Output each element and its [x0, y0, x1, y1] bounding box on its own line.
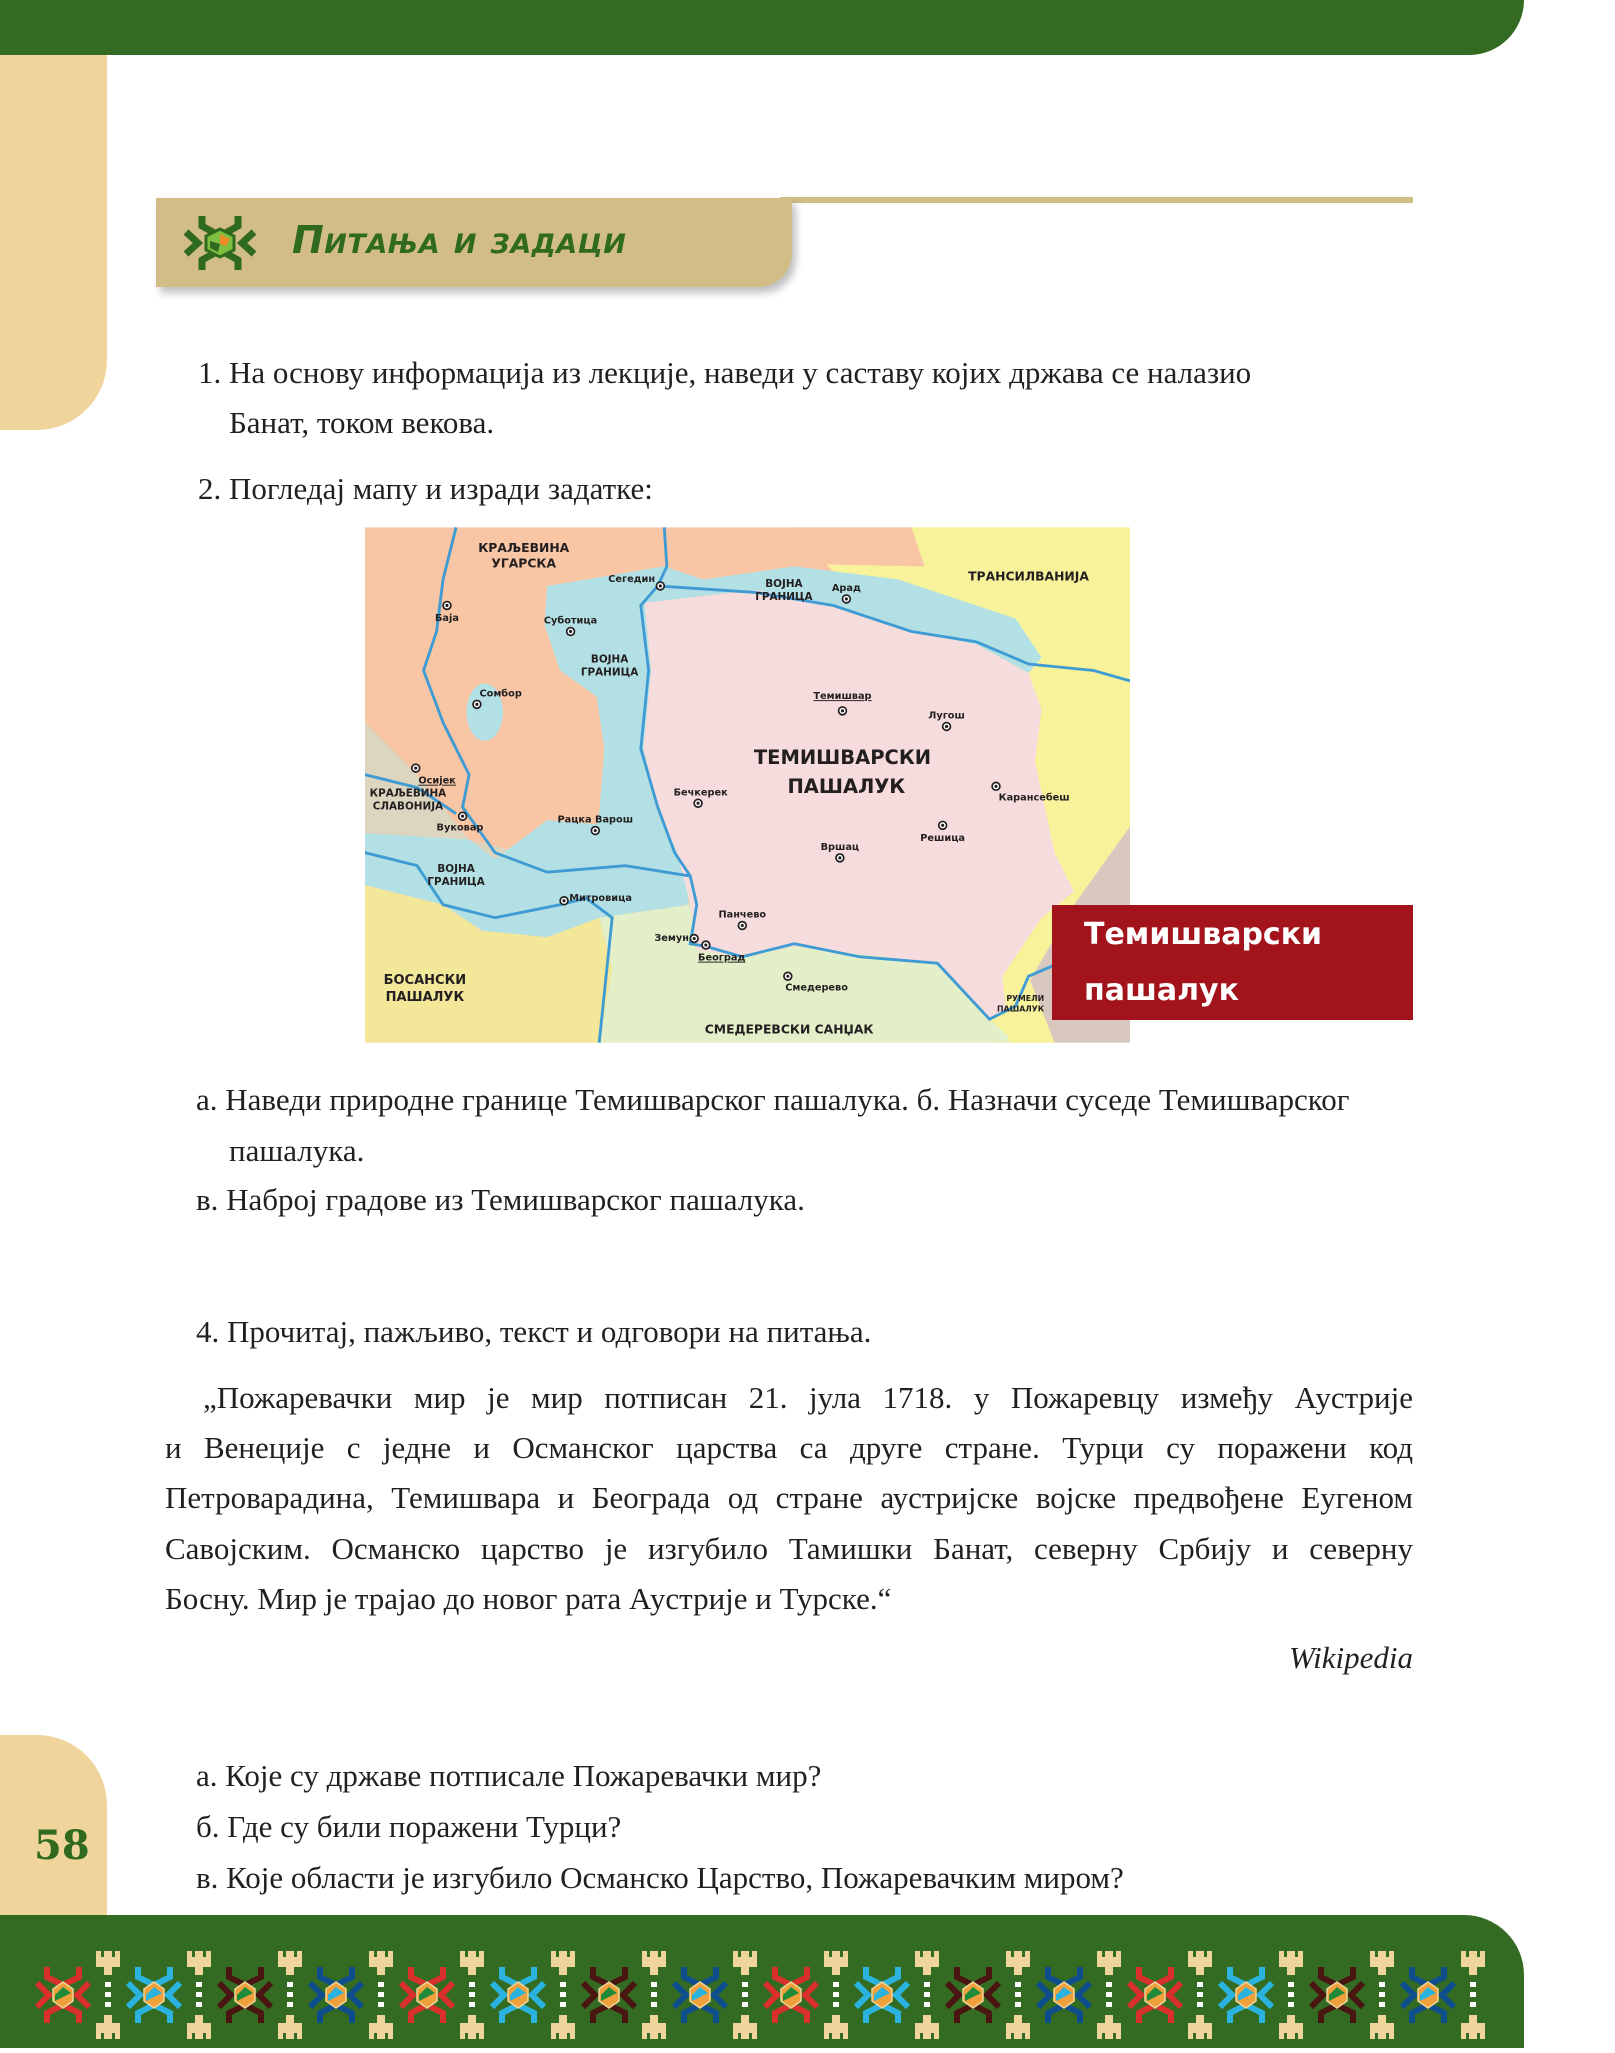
label-slavonija: КРАЉЕВИНА: [369, 787, 447, 800]
city-dot-vukovar: [461, 815, 464, 818]
city-label-temisvar: Темишвар: [813, 691, 872, 703]
motif-icon: [1311, 1967, 1363, 2023]
pillar-icon: [915, 1951, 939, 2039]
city-label-beograd: Београд: [698, 952, 746, 964]
question-1-line2: Банат, током векова.: [229, 405, 495, 440]
label-rumeli: РУМЕЛИ: [1006, 993, 1045, 1003]
city-dot-lugos: [945, 725, 948, 728]
label-bosanski-2: ПАШАЛУК: [385, 989, 465, 1005]
city-label-segedin: Сегедин: [608, 574, 656, 586]
city-dot-mitrovica: [562, 899, 565, 902]
pillar-icon: [1279, 1951, 1303, 2039]
city-dot-vrsac: [838, 856, 841, 859]
pillar-icon: [733, 1951, 757, 2039]
city-label-pancevo: Панчево: [718, 909, 767, 921]
city-label-mitrovica: Митровица: [569, 892, 632, 904]
city-dot-smederevo: [786, 975, 789, 978]
city-dot-segedin: [659, 584, 662, 587]
motif-icon: [765, 1967, 817, 2023]
pillar-icon: [460, 1951, 484, 2039]
task-a-line1: а. Наведи природне границе Темишварског пашалука. б. Назначи суседе Темишварског: [196, 1082, 1350, 1117]
motif-icon: [492, 1967, 544, 2023]
question-1-line1: 1. На основу информација из лекције, наведи у саставу којих држава се налазио: [198, 355, 1252, 390]
city-label-arad: Арад: [831, 583, 861, 595]
quote-line: Босну. Мир је трајао до новог рата Аустрије и Турске.“: [165, 1580, 892, 1616]
pillar-icon: [1370, 1951, 1394, 2039]
city-dot-arad: [845, 597, 848, 600]
label-vojna-granica-sw: ВОЈНА: [437, 863, 475, 876]
city-label-beckerek: Бечкерек: [673, 787, 728, 799]
quote-line: Петроварадина, Темишвара и Београда од стране аустријске војске предвођене Еугеном: [165, 1480, 1413, 1516]
pillar-icon: [1461, 1951, 1485, 2039]
motif-icon: [1402, 1967, 1454, 2023]
label-slavonija-2: СЛАВОНИЈА: [372, 800, 444, 813]
task-v: в. Наброј градове из Темишварског пашалука.: [196, 1182, 805, 1217]
side-tab-top: [0, 55, 107, 430]
city-dot-osijek: [414, 767, 417, 770]
label-rumeli-2: ПАШАЛУК: [997, 1004, 1045, 1014]
pillar-icon: [187, 1951, 211, 2039]
city-dot-temisvar: [841, 709, 844, 712]
motif-icon: [128, 1967, 180, 2023]
motif-icon: [37, 1967, 89, 2023]
label-pasaluk: ПАШАЛУК: [787, 774, 906, 798]
city-dot-subotica: [569, 630, 572, 633]
quote-line: и Венеције с једне и Османског царства са друге стране. Турци су поражени код: [165, 1430, 1413, 1466]
ornament-icon: [180, 206, 260, 280]
question-2-label: 2. Погледај мапу и изради задатке:: [198, 471, 653, 506]
city-dot-baja: [445, 604, 448, 607]
label-vojna-granica-north: ВОЈНА: [765, 578, 803, 591]
highlight-line1: Темишварски: [1084, 917, 1323, 952]
quote-source: Wikipedia: [1289, 1640, 1413, 1675]
city-label-karansebes: Карансебеш: [998, 792, 1070, 804]
label-ugarska: КРАЉЕВИНА: [478, 541, 570, 556]
city-dot-resica: [941, 824, 944, 827]
top-banner: [0, 0, 1524, 55]
city-dot-zemun: [693, 937, 696, 940]
pillar-icon: [96, 1951, 120, 2039]
label-transilvanija: ТРАНСИЛВАНИЈА: [968, 569, 1089, 584]
map-highlight-label: [1052, 905, 1413, 1020]
city-label-racka: Рацка Варош: [557, 814, 634, 826]
pillar-icon: [1188, 1951, 1212, 2039]
motif-icon: [674, 1967, 726, 2023]
label-vojna-granica: ВОЈНА: [590, 653, 629, 666]
task-4b: б. Где су били поражени Турци?: [196, 1809, 622, 1844]
quote-line: „Пожаревачки мир је мир потписан 21. јула 1718. у Пожаревцу између Аустрије: [203, 1380, 1413, 1415]
quote-line: Савојским. Османско царство је изгубило Тамишки Банат, северну Србију и северну: [165, 1530, 1413, 1566]
city-dot-beckerek: [697, 802, 700, 805]
city-label-vukovar: Вуковар: [436, 822, 484, 834]
ornament-band: [0, 1915, 1524, 2048]
motif-icon: [401, 1967, 453, 2023]
city-label-zemun: Земун: [654, 933, 689, 945]
city-dot-beograd: [704, 943, 707, 946]
pillar-icon: [824, 1951, 848, 2039]
label-vojna-granica-north-2: ГРАНИЦА: [755, 591, 813, 604]
page-number: 58: [34, 1822, 90, 1869]
motif-icon: [1038, 1967, 1090, 2023]
pillar-icon: [642, 1951, 666, 2039]
city-label-lugos: Лугош: [928, 710, 965, 722]
city-label-baja: Баја: [434, 613, 459, 625]
label-temisvarski: ТЕМИШВАРСКИ: [753, 746, 932, 770]
pillar-icon: [369, 1951, 393, 2039]
motif-icon: [219, 1967, 271, 2023]
city-dot-karansebes: [994, 785, 997, 788]
pillar-icon: [1097, 1951, 1121, 2039]
pillar-icon: [278, 1951, 302, 2039]
city-dot-sombor: [475, 703, 478, 706]
header-rule: [780, 197, 1413, 203]
map-region-ugarska-ne: [794, 527, 924, 566]
city-label-smederevo: Смедерево: [785, 982, 848, 994]
motif-icon: [583, 1967, 635, 2023]
city-label-osijek: Осијек: [418, 775, 456, 787]
section-title: Питања и задаци: [292, 218, 627, 262]
quote-text: [165, 1373, 1413, 1624]
city-label-sombor: Сомбор: [479, 688, 522, 700]
city-dot-racka: [594, 829, 597, 832]
label-bosanski: БОСАНСКИ: [383, 973, 467, 989]
section-header: [156, 198, 792, 287]
label-vojna-granica-2: ГРАНИЦА: [580, 666, 639, 679]
task-4v: в. Које области је изгубило Османско Царство, Пожаревачким миром?: [196, 1860, 1124, 1895]
question-4-label: 4. Прочитај, пажљиво, текст и одговори на питања.: [196, 1314, 872, 1349]
city-dot-pancevo: [741, 924, 744, 927]
pillar-icon: [551, 1951, 575, 2039]
city-label-resica: Решица: [920, 832, 966, 844]
city-label-vrsac: Вршац: [820, 842, 860, 854]
motif-icon: [1129, 1967, 1181, 2023]
task-4a: а. Које су државе потписале Пожаревачки мир?: [196, 1758, 822, 1793]
pillar-icon: [1006, 1951, 1030, 2039]
highlight-line2: пашалук: [1084, 973, 1239, 1008]
label-ugarska-2: УГАРСКА: [491, 556, 557, 571]
motif-icon: [947, 1967, 999, 2023]
city-label-subotica: Суботица: [543, 615, 598, 627]
task-a-line2: пашалука.: [229, 1133, 365, 1168]
label-vojna-granica-sw-2: ГРАНИЦА: [427, 876, 485, 889]
ornament-pattern: [0, 1915, 1524, 2048]
map-temisvar-pashaluk: [365, 527, 1130, 1043]
motif-icon: [310, 1967, 362, 2023]
motif-icon: [856, 1967, 908, 2023]
label-smederevski: СМЕДЕРЕВСКИ САНЏАК: [704, 1022, 874, 1037]
motif-icon: [1220, 1967, 1272, 2023]
